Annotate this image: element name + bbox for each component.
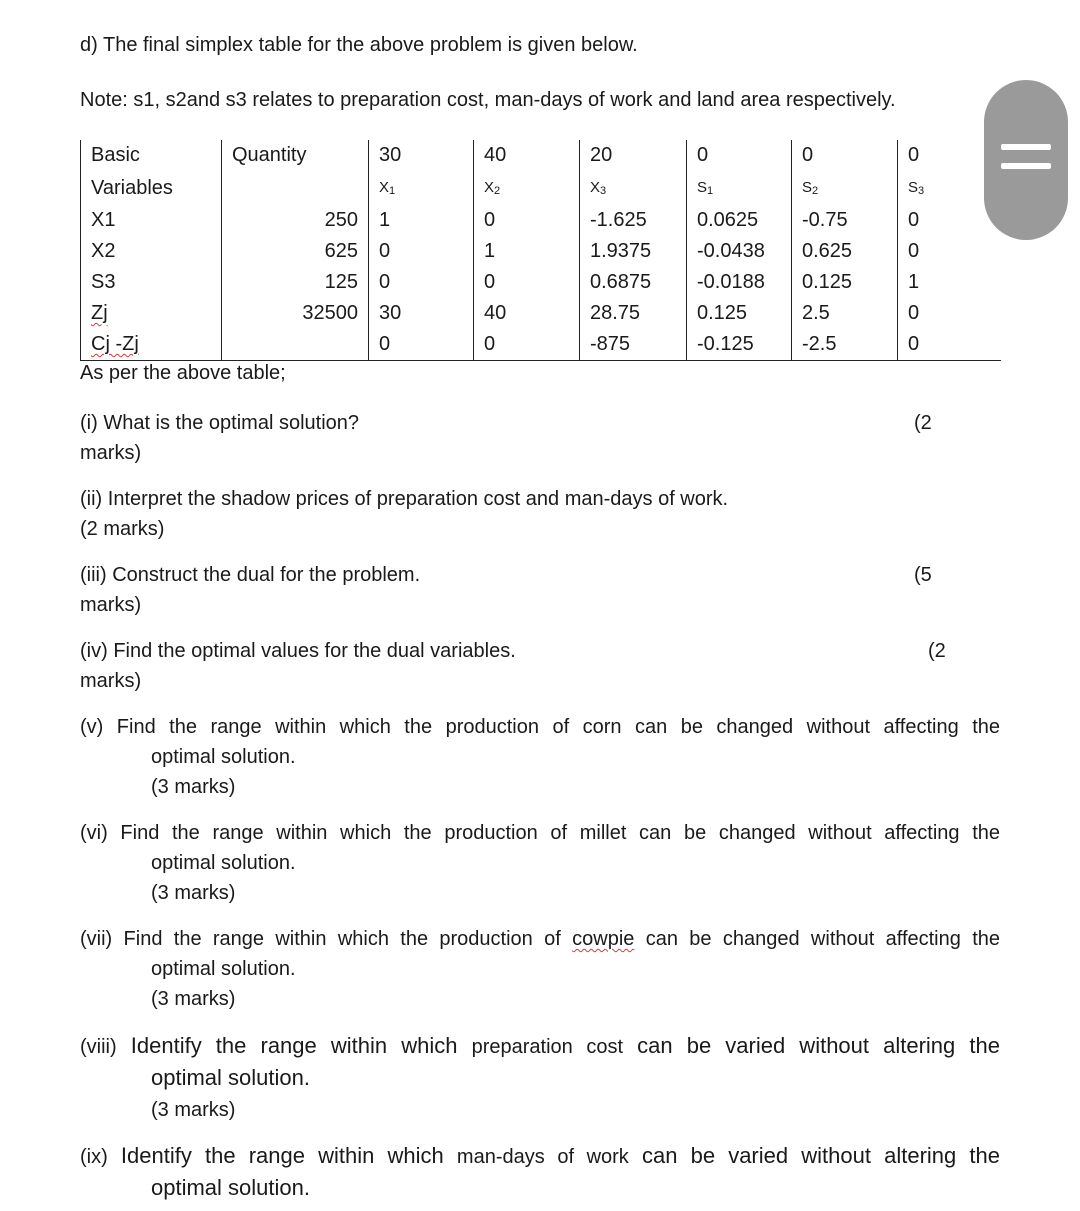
question-2: (ii) Interpret the shadow prices of preparation cost and man-days of work. [80, 488, 729, 510]
basic-variable-cell: X1 [81, 205, 222, 236]
question-7-pre: (vii) Find the range within which the production of [80, 928, 561, 950]
question-2-marks: (2 marks) [80, 518, 165, 540]
question-6: (vi) Find the range within which the production of millet can be changed without affecting the [80, 822, 1000, 844]
basic-variable-cell: Zj [81, 298, 222, 329]
variable-letter: X [484, 179, 495, 196]
basic-variable-cell: S3 [81, 267, 222, 298]
table-row [81, 205, 1001, 236]
variable-subscript: 1 [707, 185, 714, 197]
question-8-term: preparation cost [471, 1036, 624, 1058]
coefficient-cell: 0 [898, 236, 1001, 267]
table-row [81, 329, 1001, 361]
question-3: (iii) Construct the dual for the problem. [80, 564, 421, 586]
header-cell: 20 [580, 140, 687, 171]
header-cell: Variables [81, 171, 222, 205]
coefficient-cell: -1.625 [580, 205, 687, 236]
header-cell: 40 [474, 140, 580, 171]
coefficient-cell: -0.75 [792, 205, 898, 236]
coefficient-cell: 0.0625 [687, 205, 792, 236]
table-header-row [81, 171, 1001, 205]
coefficient-cell: 1 [369, 205, 474, 236]
grip-line-icon [1001, 144, 1051, 150]
coefficient-cell: 1.9375 [580, 236, 687, 267]
coefficient-cell: -0.0188 [687, 267, 792, 298]
section-heading: d) The final simplex table for the above problem is given below. [80, 34, 638, 56]
coefficient-cell: 2.5 [792, 298, 898, 329]
coefficient-cell: 1 [898, 267, 1001, 298]
coefficient-cell: 0 [474, 205, 580, 236]
coefficient-cell: -0.0438 [687, 236, 792, 267]
question-7 [80, 924, 1000, 954]
variable-letter: X [379, 179, 390, 196]
quantity-cell: 625 [222, 236, 369, 267]
variable-header-cell [369, 171, 474, 205]
header-cell: 0 [898, 140, 1001, 171]
question-7-marks: (3 marks) [151, 988, 236, 1010]
note-text: Note: s1, s2and s3 relates to preparation cost, man-days of work and land area respectively. [80, 89, 896, 111]
variable-subscript: 2 [812, 185, 819, 197]
question-1: (i) What is the optimal solution? [80, 412, 360, 434]
question-8-post: can be varied without altering the [637, 1033, 1000, 1058]
question-4-marks: (2 [928, 640, 946, 662]
question-9-post: can be varied without altering the [641, 1143, 1000, 1168]
variable-header-cell [687, 171, 792, 205]
question-9-term: man-days of work [456, 1146, 629, 1168]
question-8-marks: (3 marks) [151, 1099, 236, 1121]
coefficient-cell: -0.125 [687, 329, 792, 361]
coefficient-cell: 28.75 [580, 298, 687, 329]
basic-variable-cell: X2 [81, 236, 222, 267]
coefficient-cell: 0 [369, 236, 474, 267]
question-5-cont: optimal solution. [151, 746, 296, 768]
variable-header-cell [474, 171, 580, 205]
quantity-cell: 250 [222, 205, 369, 236]
table-row [81, 236, 1001, 267]
question-4-marks-cont: marks) [80, 670, 142, 692]
coefficient-cell: 0 [898, 298, 1001, 329]
question-1-marks: (2 [914, 412, 932, 434]
coefficient-cell: -2.5 [792, 329, 898, 361]
variable-header-cell [580, 171, 687, 205]
question-9-num: (ix) [80, 1146, 108, 1168]
question-8 [80, 1030, 1000, 1062]
after-table-text: As per the above table; [80, 362, 286, 384]
question-6-cont: optimal solution. [151, 852, 296, 874]
coefficient-cell: 0 [898, 205, 1001, 236]
question-6-marks: (3 marks) [151, 882, 236, 904]
question-7-cont: optimal solution. [151, 958, 296, 980]
variable-header-cell [792, 171, 898, 205]
question-7-post: can be changed without affecting the [645, 928, 1000, 950]
variable-letter: X [590, 179, 601, 196]
coefficient-cell: 0 [898, 329, 1001, 361]
header-cell: 30 [369, 140, 474, 171]
table-row [81, 267, 1001, 298]
variable-subscript: 2 [494, 185, 501, 197]
coefficient-cell: 0 [369, 329, 474, 361]
question-3-marks-cont: marks) [80, 594, 142, 616]
basic-variable-cell: Cj -Zj [81, 329, 222, 361]
question-1-marks-cont: marks) [80, 442, 142, 464]
coefficient-cell: 0 [474, 329, 580, 361]
variable-subscript: 1 [389, 185, 396, 197]
coefficient-cell: 0.125 [792, 267, 898, 298]
variable-letter: S [908, 179, 919, 196]
question-9 [80, 1140, 1000, 1172]
header-cell: Basic [81, 140, 222, 171]
question-9-text: Identify the range within which [120, 1143, 444, 1168]
coefficient-cell: -875 [580, 329, 687, 361]
quantity-cell: 125 [222, 267, 369, 298]
misspelled-word[interactable]: cowpie [572, 928, 635, 950]
coefficient-cell: 0 [369, 267, 474, 298]
question-4: (iv) Find the optimal values for the dual variables. [80, 640, 516, 662]
coefficient-cell: 0.625 [792, 236, 898, 267]
header-cell: 0 [792, 140, 898, 171]
coefficient-cell: 0.6875 [580, 267, 687, 298]
grip-line-icon [1001, 163, 1051, 169]
variable-letter: S [802, 179, 813, 196]
simplex-table [80, 140, 1001, 361]
variable-letter: S [697, 179, 708, 196]
coefficient-cell: 30 [369, 298, 474, 329]
quantity-cell [222, 329, 369, 361]
question-8-num: (viii) [80, 1036, 117, 1058]
question-9-cont: optimal solution. [151, 1175, 310, 1200]
question-5-marks: (3 marks) [151, 776, 236, 798]
question-8-cont: optimal solution. [151, 1065, 310, 1090]
coefficient-cell: 40 [474, 298, 580, 329]
question-5: (v) Find the range within which the production of corn can be changed without affecting the [80, 716, 1000, 738]
variable-subscript: 3 [600, 185, 607, 197]
coefficient-cell: 1 [474, 236, 580, 267]
coefficient-cell: 0 [474, 267, 580, 298]
question-3-marks: (5 [914, 564, 932, 586]
table-row [81, 298, 1001, 329]
variable-header-cell [898, 171, 1001, 205]
variable-subscript: 3 [918, 185, 925, 197]
coefficient-cell: 0.125 [687, 298, 792, 329]
table-header-row [81, 140, 1001, 171]
quantity-cell: 32500 [222, 298, 369, 329]
question-8-text: Identify the range within which [130, 1033, 458, 1058]
header-cell [222, 171, 369, 205]
header-cell: 0 [687, 140, 792, 171]
header-cell: Quantity [222, 140, 369, 171]
